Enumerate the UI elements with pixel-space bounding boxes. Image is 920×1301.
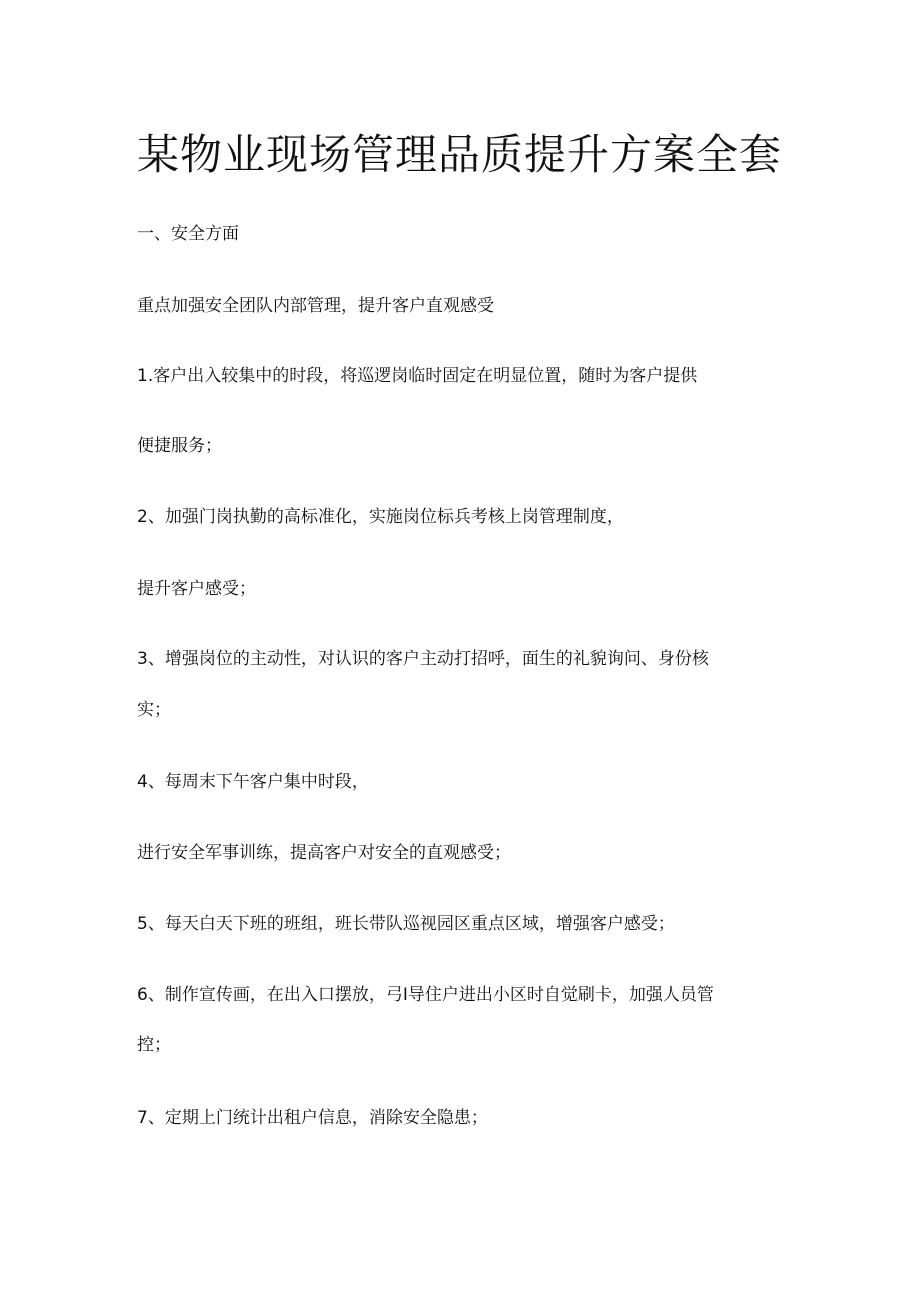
item-5-line-1: 5、每天白天下班的班组，班长带队巡视园区重点区域，增强客户感受； bbox=[137, 914, 675, 934]
item-2-line-1: 2、加强门岗执勤的高标准化，实施岗位标兵考核上岗管理制度， bbox=[137, 507, 624, 527]
document-title: 某物业现场管理品质提升方案全套 bbox=[137, 130, 783, 179]
item-4-line-1: 4、每周末下午客户集中时段， bbox=[137, 772, 369, 792]
item-7-line-1: 7、定期上门统计出租户信息，消除安全隐患； bbox=[137, 1108, 488, 1128]
item-1-line-2: 便捷服务； bbox=[137, 436, 222, 456]
item-2-line-2: 提升客户感受； bbox=[137, 579, 256, 599]
item-3-line-1: 3、增强岗位的主动性，对认识的客户主动打招呼，面生的礼貌询问、身份核 bbox=[137, 649, 709, 669]
item-3-line-2: 实； bbox=[137, 700, 171, 720]
item-1-line-1: 1.客户出入较集中的时段，将巡逻岗临时固定在明显位置，随时为客户提供 bbox=[137, 366, 698, 386]
item-6-line-2: 控； bbox=[137, 1035, 171, 1055]
item-6-line-1: 6、制作宣传画，在出入口摆放，弓I导住户进出小区时自觉刷卡，加强人员管 bbox=[137, 985, 714, 1005]
lead-paragraph: 重点加强安全团队内部管理，提升客户直观感受 bbox=[137, 296, 494, 316]
section-heading: 一、安全方面 bbox=[137, 224, 239, 244]
item-4-line-2: 进行安全军事训练，提高客户对安全的直观感受； bbox=[137, 843, 511, 863]
